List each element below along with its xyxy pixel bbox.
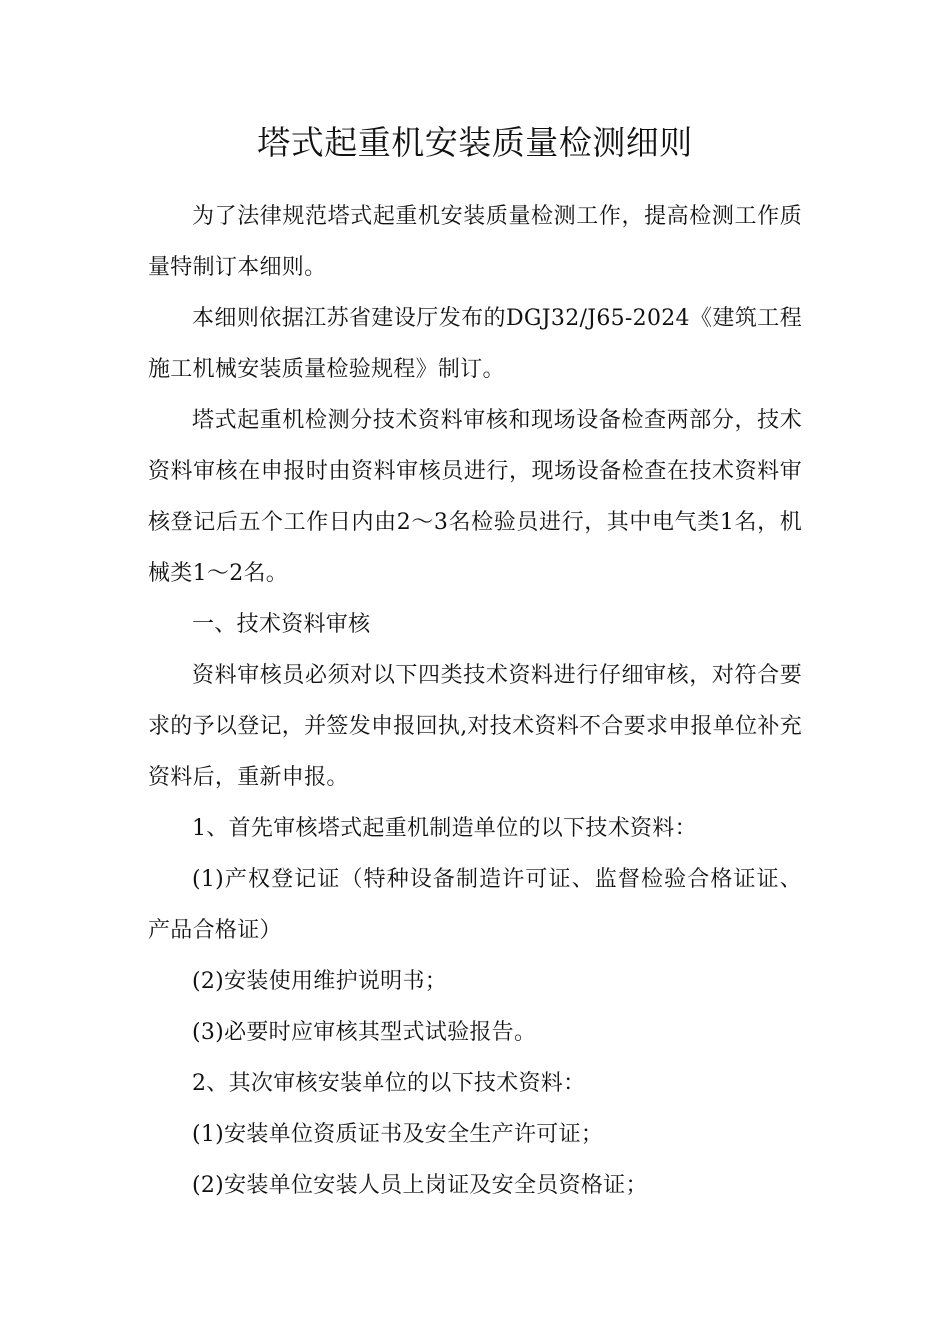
document-body: [148, 191, 802, 1211]
list-item-property-cert: (1)产权登记证（特种设备制造许可证、监督检验合格证证、产品合格证）: [148, 867, 802, 943]
paragraph-basis: 本细则依据江苏省建设厅发布的DGJ32/J65-2024《建筑工程施工机械安装质量检验规程》制订。: [148, 306, 802, 382]
paragraph-review-duty: 资料审核员必须对以下四类技术资料进行仔细审核，对符合要求的予以登记，并签发申报回执,对技术资料不合要求申报单位补充资料后，重新申报。: [148, 663, 802, 790]
list-item-installer-license: (1)安装单位资质证书及安全生产许可证；: [192, 1122, 604, 1147]
list-item-type-test: (3)必要时应审核其型式试验报告。: [192, 1020, 537, 1045]
document-title: 塔式起重机安装质量检测细则: [257, 123, 693, 162]
paragraph-intro: 为了法律规范塔式起重机安装质量检测工作，提高检测工作质量特制订本细则。: [148, 204, 802, 280]
list-item-manual: (2)安装使用维护说明书；: [192, 969, 448, 994]
list-item-manufacturer: 1、首先审核塔式起重机制造单位的以下技术资料：: [192, 816, 697, 841]
section-heading-tech-review: 一、技术资料审核: [192, 612, 371, 637]
list-item-installer-staff: (2)安装单位安装人员上岗证及安全员资格证；: [192, 1173, 648, 1198]
list-item-installer: 2、其次审核安装单位的以下技术资料：: [192, 1071, 586, 1096]
paragraph-scope: 塔式起重机检测分技术资料审核和现场设备检查两部分，技术资料审核在申报时由资料审核员进行，现场设备检查在技术资料审核登记后五个工作日内由2～3名检验员进行，其中电气类1名，机械类1～2名。: [148, 408, 802, 586]
